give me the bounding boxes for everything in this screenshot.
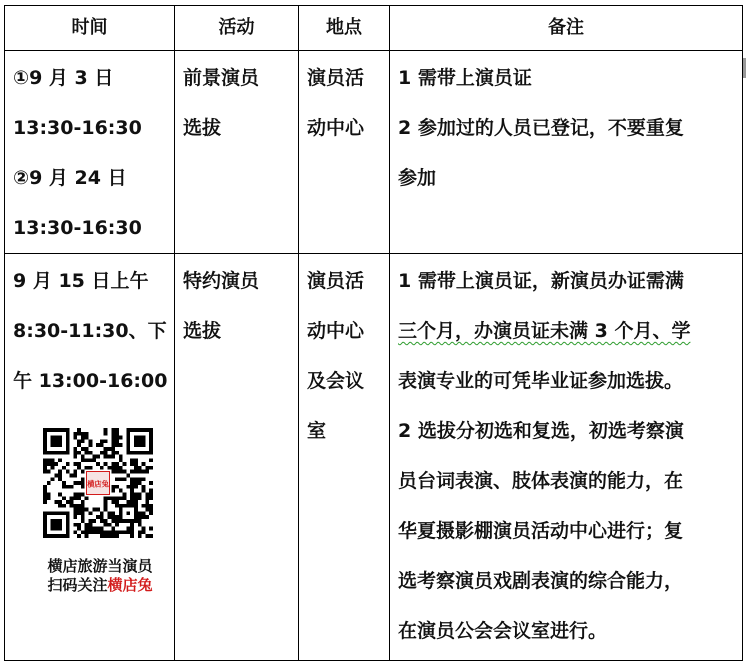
header-location: 地点	[299, 6, 390, 51]
activity-line: 选拔	[183, 117, 222, 139]
note-line: 表演专业的可凭毕业证参加选拔。	[398, 370, 684, 392]
location-line: 动中心	[307, 320, 365, 342]
activity-line: 选拔	[183, 320, 222, 342]
qr-code-icon[interactable]	[43, 428, 153, 538]
time-line: 8:30-11:30、下	[13, 320, 167, 342]
note-line: 2 选拔分初选和复选，初选考察演	[398, 420, 684, 442]
note-line: 三个月，办演员证未满 3 个月、学	[398, 320, 691, 342]
time-cell	[5, 51, 175, 254]
table-row	[5, 51, 743, 254]
location-cell	[299, 254, 390, 661]
qr-caption-prefix: 扫码关注	[47, 576, 108, 594]
time-line: 13:30-16:30	[13, 117, 142, 139]
activity-cell	[175, 254, 299, 661]
location-line: 演员活	[307, 270, 365, 292]
note-line: 1 需带上演员证	[398, 67, 532, 89]
note-line: 2 参加过的人员已登记，不要重复	[398, 117, 684, 139]
location-line: 室	[307, 420, 327, 442]
qr-caption-line1: 横店旅游当演员	[47, 557, 153, 575]
activity-cell	[175, 51, 299, 254]
note-line: 员台词表演、肢体表演的能力，在	[398, 470, 684, 492]
qr-caption-brand: 横店兔	[107, 576, 153, 594]
note-line: 选考察演员戏剧表演的综合能力，	[398, 570, 684, 592]
qr-caption-line2	[25, 576, 175, 595]
schedule-table	[4, 5, 743, 661]
location-line: 动中心	[307, 117, 365, 139]
location-line: 演员活	[307, 67, 365, 89]
table-row	[5, 254, 743, 661]
notes-cell	[390, 51, 743, 254]
time-line: 9 月 15 日上午	[13, 270, 149, 292]
time-line: 午 13:00-16:00	[13, 370, 168, 392]
time-cell	[5, 254, 175, 661]
header-activity: 活动	[175, 6, 299, 51]
location-cell	[299, 51, 390, 254]
qr-code-block[interactable]	[33, 428, 153, 595]
qr-logo-text: 横店兔	[87, 479, 109, 489]
activity-line: 特约演员	[183, 270, 260, 292]
header-time: 时间	[5, 6, 175, 51]
time-line: ①9 月 3 日	[13, 67, 114, 89]
time-line: 13:30-16:30	[13, 217, 142, 239]
header-row	[5, 6, 743, 51]
qr-caption	[25, 557, 175, 595]
notes-cell	[390, 254, 743, 661]
time-line: ②9 月 24 日	[13, 167, 127, 189]
location-line: 及会议	[307, 370, 365, 392]
note-line: 1 需带上演员证，新演员办证需满	[398, 270, 684, 292]
activity-line: 前景演员	[183, 67, 260, 89]
note-line: 华夏摄影棚演员活动中心进行；复	[398, 520, 684, 542]
note-line: 参加	[398, 167, 437, 189]
header-notes: 备注	[390, 6, 743, 51]
note-line: 在演员公会会议室进行。	[398, 620, 608, 642]
